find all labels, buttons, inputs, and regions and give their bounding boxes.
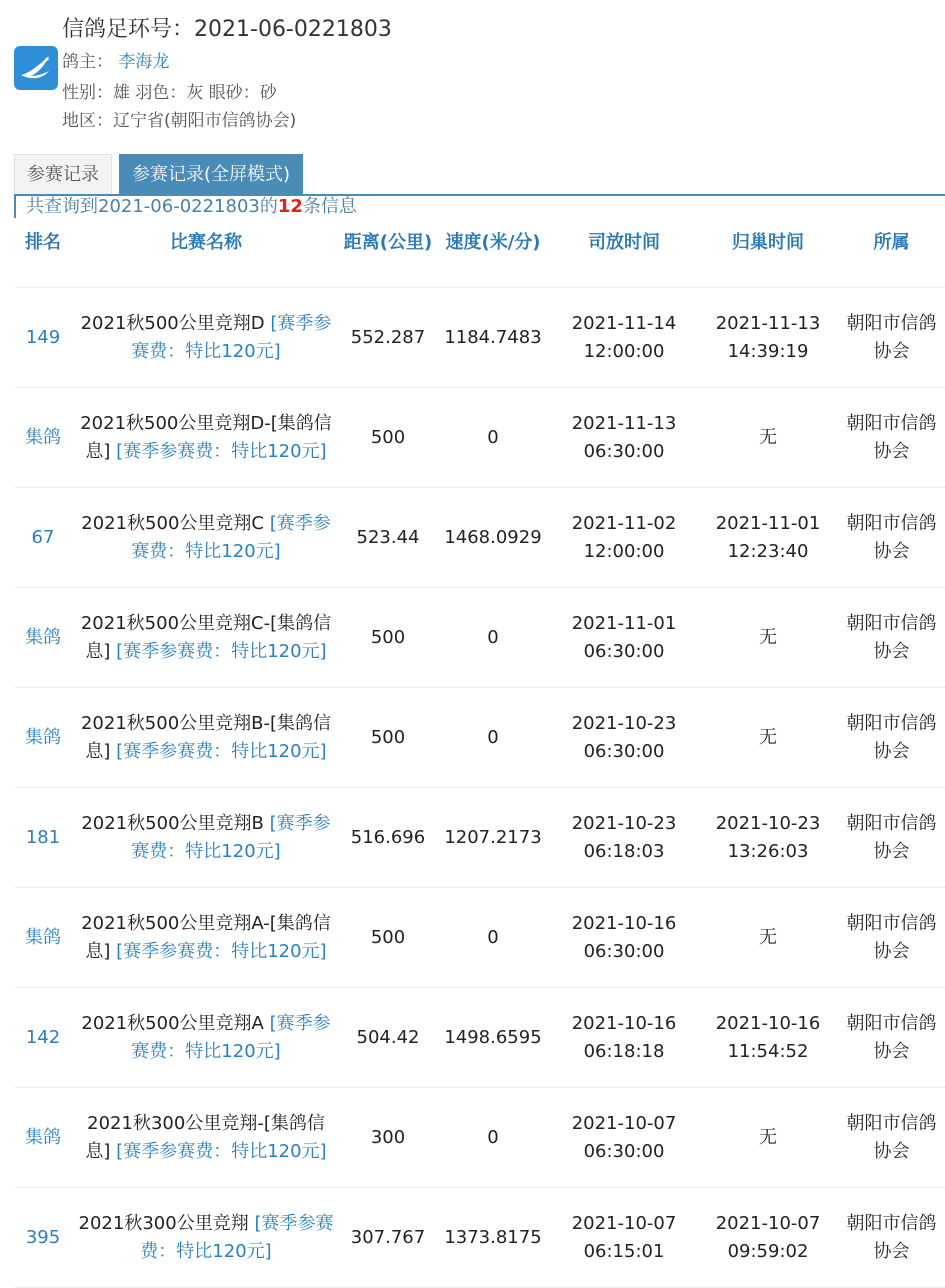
race-name-cell: [72, 388, 340, 488]
return-date: 无: [759, 726, 777, 748]
fee-link[interactable]: [赛季参赛费：特比120元]: [140, 1212, 334, 1262]
organization-cell: 朝阳市信鸽协会: [838, 388, 945, 488]
fee-link[interactable]: [赛季参赛费：特比120元]: [116, 640, 327, 662]
table-row: [14, 688, 945, 788]
return-cell: [698, 888, 838, 988]
release-time: 06:18:18: [583, 1040, 665, 1062]
speed-cell: 0: [436, 888, 550, 988]
release-time: 06:30:00: [583, 1140, 665, 1162]
distance-cell: 500: [340, 588, 436, 688]
owner-line: [62, 47, 169, 72]
release-time: 06:18:03: [583, 840, 665, 862]
tab-race-records[interactable]: 参赛记录: [14, 154, 112, 194]
summary-suffix: 条信息: [302, 196, 357, 217]
organization-cell: 朝阳市信鸽协会: [838, 1188, 945, 1288]
ring-number-title: [62, 12, 392, 43]
fee-link[interactable]: [赛季参赛费：特比120元]: [116, 440, 327, 462]
race-name-cell: [72, 588, 340, 688]
organization-cell: 朝阳市信鸽协会: [838, 788, 945, 888]
fee-link[interactable]: [赛季参赛费：特比120元]: [116, 940, 327, 962]
race-name: 2021秋500公里竞翔B: [81, 812, 264, 834]
distance-cell: 504.42: [340, 988, 436, 1088]
rank-cell[interactable]: 集鸽: [14, 888, 72, 988]
release-cell: [550, 488, 698, 588]
race-name: 2021秋500公里竞翔B-[集鸽信息]: [80, 712, 332, 762]
release-time: 06:30:00: [583, 440, 665, 462]
return-cell: [698, 388, 838, 488]
speed-cell: 0: [436, 588, 550, 688]
return-cell: [698, 788, 838, 888]
return-date: 2021-10-07: [715, 1212, 821, 1234]
distance-cell: 500: [340, 888, 436, 988]
speed-cell: 1498.6595: [436, 988, 550, 1088]
release-time: 06:15:01: [583, 1240, 665, 1262]
release-date: 2021-11-01: [571, 612, 677, 634]
attributes-line: 性别：雄 羽色：灰 眼砂：砂: [62, 83, 277, 103]
distance-cell: 500: [340, 388, 436, 488]
table-row: [14, 788, 945, 888]
release-time: 12:00:00: [583, 340, 665, 362]
header-release-time: 司放时间: [550, 222, 698, 288]
return-cell: [698, 988, 838, 1088]
result-summary: [14, 196, 945, 218]
return-cell: [698, 1088, 838, 1188]
release-cell: [550, 888, 698, 988]
ring-label: 信鸽足环号：: [62, 17, 195, 42]
speed-cell: 1468.0929: [436, 488, 550, 588]
distance-cell: 523.44: [340, 488, 436, 588]
release-cell: [550, 388, 698, 488]
dove-logo-icon: [14, 46, 58, 90]
race-name-cell: [72, 888, 340, 988]
release-date: 2021-10-23: [571, 812, 677, 834]
rank-cell[interactable]: 集鸽: [14, 388, 72, 488]
speed-cell: 1184.7483: [436, 288, 550, 388]
region-line: 地区：辽宁省(朝阳市信鸽协会): [62, 111, 297, 131]
rank-cell[interactable]: 集鸽: [14, 1088, 72, 1188]
distance-cell: 500: [340, 688, 436, 788]
race-name: 2021秋300公里竞翔: [78, 1212, 249, 1234]
rank-cell[interactable]: 395: [14, 1188, 72, 1288]
race-name: 2021秋500公里竞翔D-[集鸽信息]: [80, 412, 332, 462]
release-date: 2021-10-16: [571, 912, 677, 934]
return-date: 无: [759, 926, 777, 948]
release-time: 06:30:00: [583, 740, 665, 762]
header-distance: 距离(公里): [340, 222, 436, 288]
organization-cell: 朝阳市信鸽协会: [838, 888, 945, 988]
return-date: 无: [759, 626, 777, 648]
table-header-row: [14, 222, 945, 288]
organization-cell: 朝阳市信鸽协会: [838, 1088, 945, 1188]
release-cell: [550, 788, 698, 888]
rank-cell[interactable]: 集鸽: [14, 588, 72, 688]
rank-cell[interactable]: 181: [14, 788, 72, 888]
fee-link[interactable]: [赛季参赛费：特比120元]: [116, 1140, 327, 1162]
table-row: [14, 288, 945, 388]
fee-link[interactable]: [赛季参赛费：特比120元]: [116, 740, 327, 762]
race-name: 2021秋500公里竞翔D: [80, 312, 265, 334]
release-cell: [550, 988, 698, 1088]
header-rank: 排名: [14, 222, 72, 288]
header-return-time: 归巢时间: [698, 222, 838, 288]
return-cell: [698, 288, 838, 388]
return-date: 无: [759, 1126, 777, 1148]
rank-cell[interactable]: 149: [14, 288, 72, 388]
return-time: 14:39:19: [727, 340, 809, 362]
table-row: [14, 988, 945, 1088]
ring-number: 2021-06-0221803: [194, 17, 392, 42]
organization-cell: 朝阳市信鸽协会: [838, 988, 945, 1088]
organization-cell: 朝阳市信鸽协会: [838, 588, 945, 688]
release-date: 2021-11-02: [571, 512, 677, 534]
header-race-name: 比赛名称: [72, 222, 340, 288]
summary-prefix: 共查询到2021-06-0221803的: [26, 196, 278, 217]
race-name-cell: [72, 988, 340, 1088]
return-time: 12:23:40: [727, 540, 809, 562]
release-cell: [550, 588, 698, 688]
distance-cell: 307.767: [340, 1188, 436, 1288]
race-name-cell: [72, 488, 340, 588]
table-row: [14, 488, 945, 588]
race-name-cell: [72, 288, 340, 388]
tab-race-records-fullscreen[interactable]: 参赛记录(全屏模式): [119, 154, 303, 194]
distance-cell: 300: [340, 1088, 436, 1188]
release-cell: [550, 288, 698, 388]
fee-link[interactable]: [赛季参赛费：特比120元]: [131, 512, 331, 562]
speed-cell: 0: [436, 388, 550, 488]
rank-cell[interactable]: 集鸽: [14, 688, 72, 788]
release-date: 2021-10-16: [571, 1012, 677, 1034]
release-date: 2021-11-13: [571, 412, 677, 434]
race-name-cell: [72, 1188, 340, 1288]
return-time: 09:59:02: [727, 1240, 809, 1262]
table-row: [14, 888, 945, 988]
return-date: 2021-11-01: [715, 512, 821, 534]
release-cell: [550, 688, 698, 788]
fee-link[interactable]: [赛季参赛费：特比120元]: [131, 812, 331, 862]
rank-cell[interactable]: 67: [14, 488, 72, 588]
return-cell: [698, 1188, 838, 1288]
header-organization: 所属: [838, 222, 945, 288]
release-date: 2021-10-23: [571, 712, 677, 734]
race-name: 2021秋300公里竞翔-[集鸽信息]: [85, 1112, 325, 1162]
organization-cell: 朝阳市信鸽协会: [838, 488, 945, 588]
return-cell: [698, 688, 838, 788]
summary-count: 12: [277, 196, 303, 217]
race-name: 2021秋500公里竞翔A: [81, 1012, 264, 1034]
table-row: [14, 1188, 945, 1288]
rank-cell[interactable]: 142: [14, 988, 72, 1088]
pigeon-header: [0, 0, 945, 150]
owner-label: 鸽主：: [62, 52, 113, 72]
return-cell: [698, 488, 838, 588]
fee-link[interactable]: [赛季参赛费：特比120元]: [131, 1012, 331, 1062]
race-name-cell: [72, 788, 340, 888]
table-row: [14, 1088, 945, 1188]
release-time: 06:30:00: [583, 640, 665, 662]
speed-cell: 1207.2173: [436, 788, 550, 888]
race-name-cell: [72, 688, 340, 788]
release-date: 2021-10-07: [571, 1112, 677, 1134]
return-date: 2021-10-23: [715, 812, 821, 834]
race-name: 2021秋500公里竞翔C: [81, 512, 264, 534]
speed-cell: 1373.8175: [436, 1188, 550, 1288]
distance-cell: 516.696: [340, 788, 436, 888]
race-records-table: [14, 222, 945, 1288]
speed-cell: 0: [436, 1088, 550, 1188]
return-date: 2021-10-16: [715, 1012, 821, 1034]
table-row: [14, 388, 945, 488]
race-name: 2021秋500公里竞翔A-[集鸽信息]: [81, 912, 331, 962]
organization-cell: 朝阳市信鸽协会: [838, 288, 945, 388]
return-time: 11:54:52: [727, 1040, 809, 1062]
fee-link[interactable]: [赛季参赛费：特比120元]: [131, 312, 332, 362]
release-date: 2021-11-14: [571, 312, 677, 334]
race-name-cell: [72, 1088, 340, 1188]
release-cell: [550, 1088, 698, 1188]
release-cell: [550, 1188, 698, 1288]
return-time: 13:26:03: [727, 840, 809, 862]
organization-cell: 朝阳市信鸽协会: [838, 688, 945, 788]
release-time: 12:00:00: [583, 540, 665, 562]
return-date: 2021-11-13: [715, 312, 821, 334]
owner-name-link[interactable]: 李海龙: [118, 52, 170, 72]
release-date: 2021-10-07: [571, 1212, 677, 1234]
return-cell: [698, 588, 838, 688]
distance-cell: 552.287: [340, 288, 436, 388]
speed-cell: 0: [436, 688, 550, 788]
table-row: [14, 588, 945, 688]
return-date: 无: [759, 426, 777, 448]
header-speed: 速度(米/分): [436, 222, 550, 288]
race-name: 2021秋500公里竞翔C-[集鸽信息]: [80, 612, 332, 662]
release-time: 06:30:00: [583, 940, 665, 962]
